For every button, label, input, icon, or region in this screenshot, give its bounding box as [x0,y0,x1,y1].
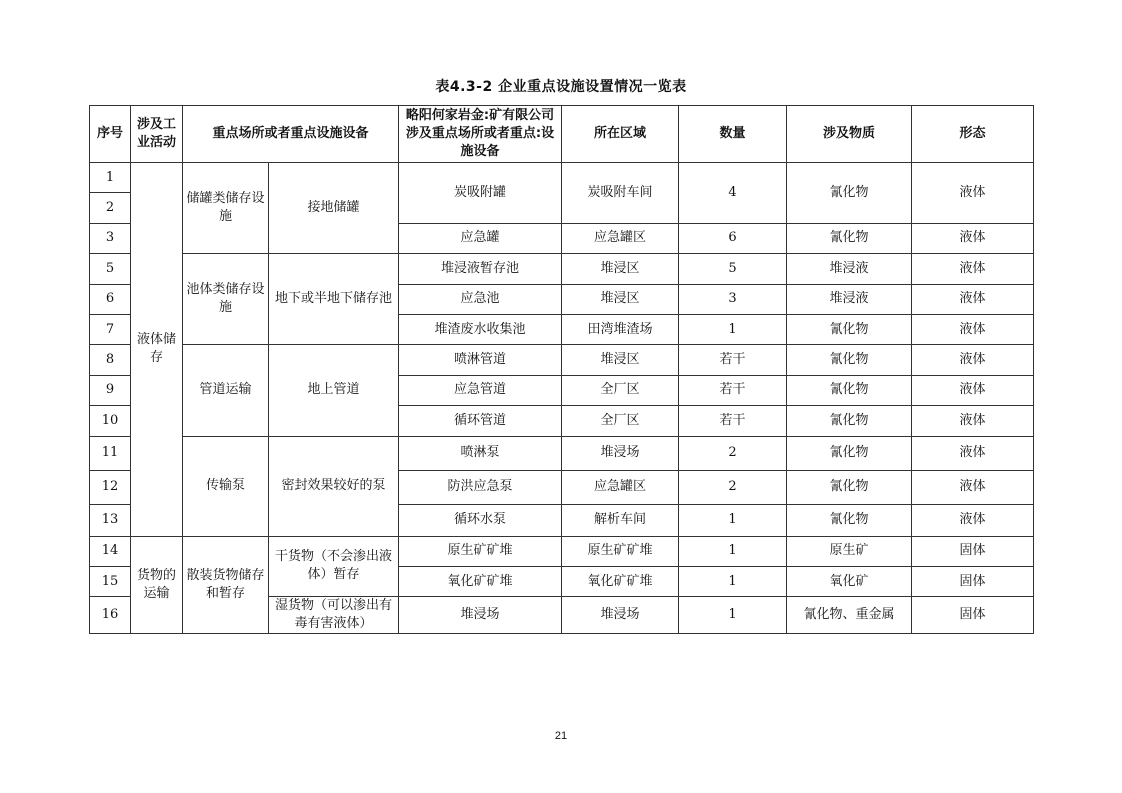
facility-cell: 原生矿矿堆 [399,536,562,566]
substance-cell: 氰化物 [787,436,912,470]
qty-cell: 5 [679,254,787,284]
row-no: 8 [90,345,131,375]
substance-cell: 氰化物 [787,470,912,504]
table-row [90,254,1034,284]
substance-cell: 氧化矿 [787,566,912,596]
qty-cell: 若干 [679,375,787,405]
area-cell: 堆浸场 [562,597,679,634]
form-cell: 固体 [912,597,1034,634]
row-no: 13 [90,504,131,536]
subcategory-cell: 干货物（不会渗出液体）暂存 [269,536,399,597]
subcategory-cell: 地下或半地下储存池 [269,254,399,345]
form-cell: 液体 [912,314,1034,344]
area-cell: 全厂区 [562,375,679,405]
substance-cell: 氰化物 [787,223,912,253]
substance-cell: 堆浸液 [787,254,912,284]
row-no: 5 [90,254,131,284]
row-no: 16 [90,597,131,634]
substance-cell: 氰化物 [787,314,912,344]
category-cell: 储罐类储存设施 [183,163,269,254]
area-cell: 全厂区 [562,406,679,436]
substance-cell: 氰化物、重金属 [787,597,912,634]
header-no: 序号 [90,106,131,163]
table-title: 表4.3-2 企业重点设施设置情况一览表 [435,79,687,95]
header-activity: 涉及工业活动 [131,106,183,163]
row-no: 11 [90,436,131,470]
qty-cell: 4 [679,163,787,224]
row-no: 1 [90,163,131,193]
category-cell: 管道运输 [183,345,269,436]
area-cell: 氧化矿矿堆 [562,566,679,596]
qty-cell: 1 [679,597,787,634]
subcategory-cell: 地上管道 [269,345,399,436]
substance-cell: 氰化物 [787,375,912,405]
category-cell: 传输泵 [183,436,269,536]
qty-cell: 1 [679,566,787,596]
qty-cell: 若干 [679,406,787,436]
subcategory-cell: 湿货物（可以渗出有毒有害液体） [269,597,399,634]
facility-table [89,105,1034,634]
page-number: 21 [554,730,568,742]
table-row [90,345,1034,375]
facility-cell: 应急管道 [399,375,562,405]
qty-cell: 6 [679,223,787,253]
facility-cell: 循环水泵 [399,504,562,536]
form-cell: 液体 [912,254,1034,284]
facility-cell: 堆渣废水收集池 [399,314,562,344]
subcategory-cell: 接地储罐 [269,163,399,254]
qty-cell: 2 [679,436,787,470]
header-facility: 重点场所或者重点设施设备 [183,106,399,163]
table-row [90,163,1034,193]
form-cell: 固体 [912,566,1034,596]
area-cell: 应急罐区 [562,470,679,504]
substance-cell: 氰化物 [787,163,912,224]
facility-cell: 应急池 [399,284,562,314]
facility-cell: 堆浸液暂存池 [399,254,562,284]
form-cell: 液体 [912,470,1034,504]
facility-cell: 喷淋管道 [399,345,562,375]
row-no: 12 [90,470,131,504]
substance-cell: 氰化物 [787,406,912,436]
row-no: 3 [90,223,131,253]
area-cell: 应急罐区 [562,223,679,253]
form-cell: 液体 [912,163,1034,224]
form-cell: 固体 [912,536,1034,566]
qty-cell: 3 [679,284,787,314]
table-row [90,436,1034,470]
activity-cell: 液体储存 [131,163,183,537]
form-cell: 液体 [912,345,1034,375]
area-cell: 原生矿矿堆 [562,536,679,566]
table-row [90,536,1034,566]
facility-cell: 堆浸场 [399,597,562,634]
subcategory-cell: 密封效果较好的泵 [269,436,399,536]
activity-cell: 货物的运输 [131,536,183,634]
qty-cell: 1 [679,536,787,566]
substance-cell: 氰化物 [787,345,912,375]
category-cell: 池体类储存设施 [183,254,269,345]
area-cell: 解析车间 [562,504,679,536]
area-cell: 田湾堆渣场 [562,314,679,344]
row-no: 6 [90,284,131,314]
form-cell: 液体 [912,436,1034,470]
qty-cell: 1 [679,504,787,536]
facility-cell: 应急罐 [399,223,562,253]
row-no: 10 [90,406,131,436]
area-cell: 炭吸附车间 [562,163,679,224]
row-no: 2 [90,193,131,223]
qty-cell: 若干 [679,345,787,375]
header-form: 形态 [912,106,1034,163]
substance-cell: 原生矿 [787,536,912,566]
qty-cell: 1 [679,314,787,344]
form-cell: 液体 [912,223,1034,253]
form-cell: 液体 [912,406,1034,436]
row-no: 7 [90,314,131,344]
row-no: 15 [90,566,131,596]
header-area: 所在区域 [562,106,679,163]
facility-cell: 炭吸附罐 [399,163,562,224]
area-cell: 堆浸场 [562,436,679,470]
header-company-facility: 略阳何家岩金:矿有限公司涉及重点场所或者重点:设施设备 [399,106,562,163]
header-qty: 数量 [679,106,787,163]
facility-cell: 循环管道 [399,406,562,436]
area-cell: 堆浸区 [562,254,679,284]
facility-cell: 喷淋泵 [399,436,562,470]
substance-cell: 堆浸液 [787,284,912,314]
area-cell: 堆浸区 [562,284,679,314]
row-no: 14 [90,536,131,566]
form-cell: 液体 [912,375,1034,405]
qty-cell: 2 [679,470,787,504]
form-cell: 液体 [912,284,1034,314]
area-cell: 堆浸区 [562,345,679,375]
header-substance: 涉及物质 [787,106,912,163]
facility-cell: 防洪应急泵 [399,470,562,504]
header-row [90,106,1034,163]
facility-cell: 氧化矿矿堆 [399,566,562,596]
form-cell: 液体 [912,504,1034,536]
substance-cell: 氰化物 [787,504,912,536]
row-no: 9 [90,375,131,405]
category-cell: 散装货物储存和暂存 [183,536,269,634]
